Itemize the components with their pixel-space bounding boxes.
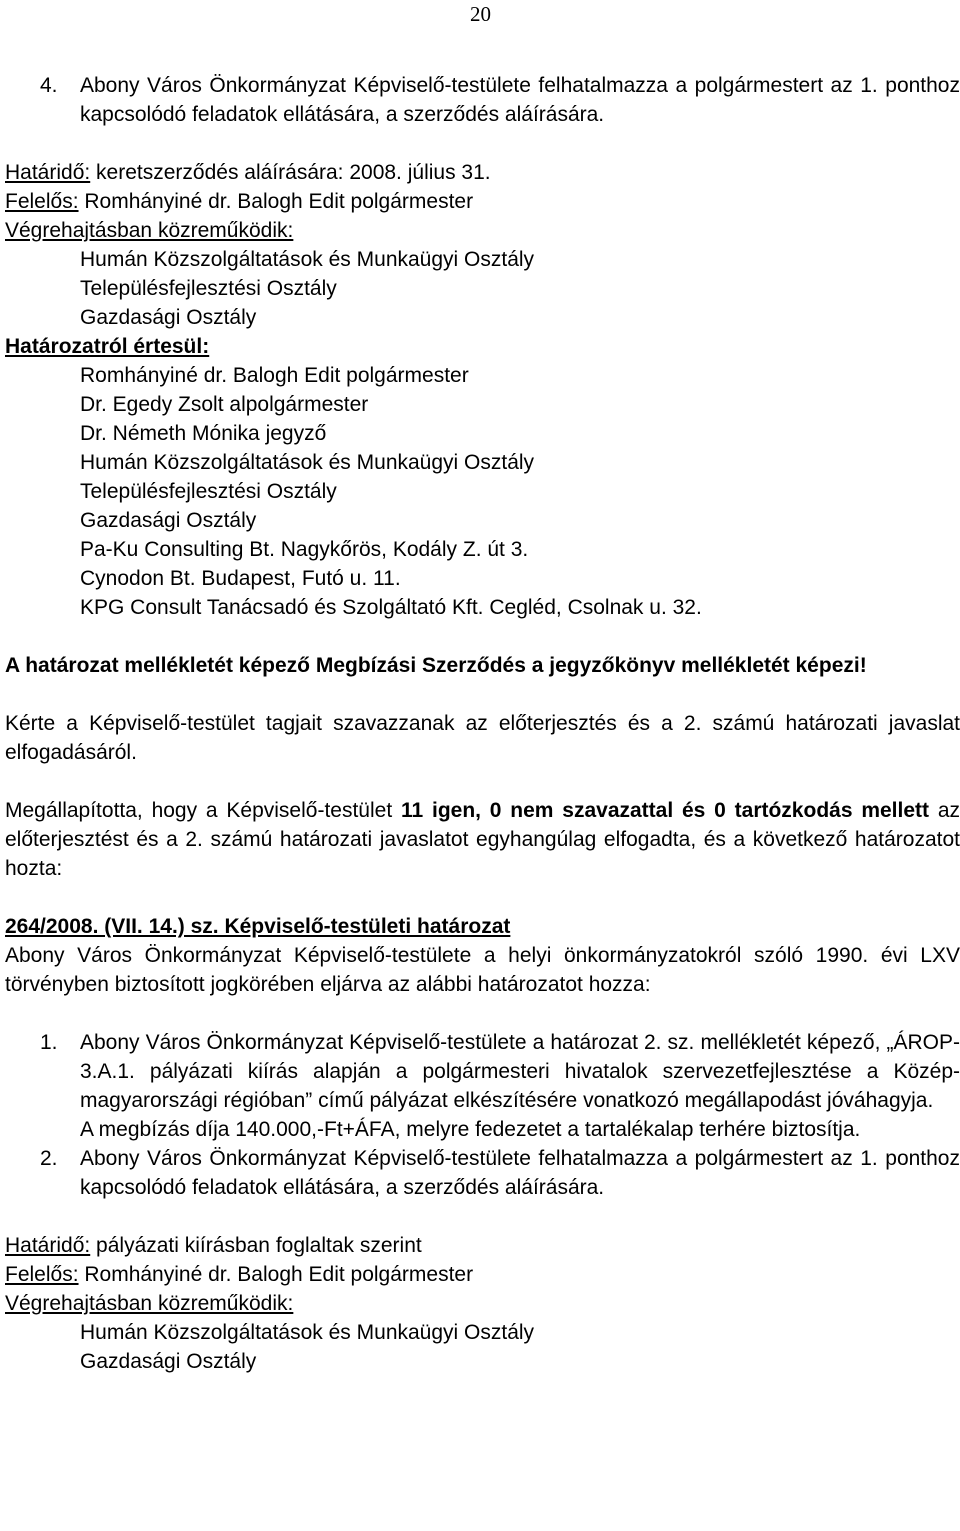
notified-label: Határozatról értesül: xyxy=(5,335,210,358)
notified-item: Dr. Németh Mónika jegyző xyxy=(80,422,327,445)
deadline-line xyxy=(5,158,960,187)
cooperation-item: Humán Közszolgáltatások és Munkaügyi Osztály xyxy=(80,248,535,271)
deadline-value: keretszerződés aláírására: 2008. július 31. xyxy=(90,161,491,184)
responsible-value: Romhányiné dr. Balogh Edit polgármester xyxy=(78,190,474,213)
item-number: 1. xyxy=(40,1031,58,1054)
cooperation-label: Végrehajtásban közreműködik: xyxy=(5,219,294,242)
notified-item: Gazdasági Osztály xyxy=(80,509,257,532)
notified-item: Humán Közszolgáltatások és Munkaügyi Osztály xyxy=(80,451,535,474)
annex-statement: A határozat mellékletét képező Megbízási Szerződés a jegyzőkönyv mellékletét képezi! xyxy=(5,654,867,677)
cooperation-label: Végrehajtásban közreműködik: xyxy=(5,1292,294,1315)
item-number: 2. xyxy=(40,1147,58,1170)
deadline-label: Határidő: xyxy=(5,161,91,184)
item-number: 4. xyxy=(40,74,58,97)
responsible-value: Romhányiné dr. Balogh Edit polgármester xyxy=(78,1263,474,1286)
resolution-item xyxy=(5,71,960,129)
responsible-label: Felelős: xyxy=(5,1263,79,1286)
deadline-value: pályázati kiírásban foglaltak szerint xyxy=(90,1234,422,1257)
item-fee-text: A megbízás díja 140.000,-Ft+ÁFA, melyre fedezetet a tartalékalap terhére biztosítja. xyxy=(80,1118,861,1141)
cooperation-item: Gazdasági Osztály xyxy=(80,306,257,329)
deadline-label: Határidő: xyxy=(5,1234,91,1257)
vote-request: Kérte a Képviselő-testület tagjait szavazzanak az előterjesztés és a 2. számú határozati javaslat elfogadásáról. xyxy=(5,712,960,764)
vote-result-suffix: az előterjesztést és a 2. számú határozati javaslatot egyhangúlag elfogadta, és a következő határozatot hozta: xyxy=(5,799,960,880)
notified-item: KPG Consult Tanácsadó és Szolgáltató Kft. Cegléd, Csolnak u. 32. xyxy=(80,596,702,619)
item-text: Abony Város Önkormányzat Képviselő-testülete felhatalmazza a polgármestert az 1. ponthoz kapcsolódó feladatok ellátására, a szerződés aláírására. xyxy=(80,1147,960,1199)
resolution-intro: Abony Város Önkormányzat Képviselő-testülete a helyi önkormányzatokról szóló 1990. évi LXV törvényben biztosított jogkörében eljárva az alábbi határozatot hozza: xyxy=(5,944,960,996)
item-text: Abony Város Önkormányzat Képviselő-testülete felhatalmazza a polgármestert az 1. ponthoz kapcsolódó feladatok ellátására, a szerződés aláírására. xyxy=(80,74,960,126)
vote-result xyxy=(5,796,960,883)
notified-item: Pa-Ku Consulting Bt. Nagykőrös, Kodály Z. út 3. xyxy=(80,538,529,561)
responsible-line xyxy=(5,1260,960,1289)
cooperation-item: Gazdasági Osztály xyxy=(80,1350,257,1373)
item-text: Abony Város Önkormányzat Képviselő-testülete a határozat 2. sz. mellékletét képező, „ÁROP-3.A.1. pályázati kiírás alapján a polgármesteri hivatalok szervezetfejlesztése a Közép-magyarországi régióban” című pályázat elkészítésére vonatkozó megállapodást jóváhagyja. xyxy=(80,1031,960,1112)
page-number: 20 xyxy=(470,2,491,26)
cooperation-item: Településfejlesztési Osztály xyxy=(80,277,337,300)
document-body xyxy=(5,71,960,1376)
cooperation-item: Humán Közszolgáltatások és Munkaügyi Osztály xyxy=(80,1321,535,1344)
responsible-line xyxy=(5,187,960,216)
deadline-line xyxy=(5,1231,960,1260)
resolution-title: 264/2008. (VII. 14.) sz. Képviselő-testületi határozat xyxy=(5,915,511,938)
responsible-label: Felelős: xyxy=(5,190,79,213)
notified-item: Romhányiné dr. Balogh Edit polgármester xyxy=(80,364,469,387)
vote-result-prefix: Megállapította, hogy a Képviselő-testület xyxy=(5,799,401,822)
notified-item: Dr. Egedy Zsolt alpolgármester xyxy=(80,393,369,416)
notified-item: Településfejlesztési Osztály xyxy=(80,480,337,503)
resolution-item xyxy=(5,1028,960,1144)
notified-item: Cynodon Bt. Budapest, Futó u. 11. xyxy=(80,567,401,590)
resolution-item xyxy=(5,1144,960,1202)
vote-result-count: 11 igen, 0 nem szavazattal és 0 tartózkodás mellett xyxy=(400,799,930,822)
